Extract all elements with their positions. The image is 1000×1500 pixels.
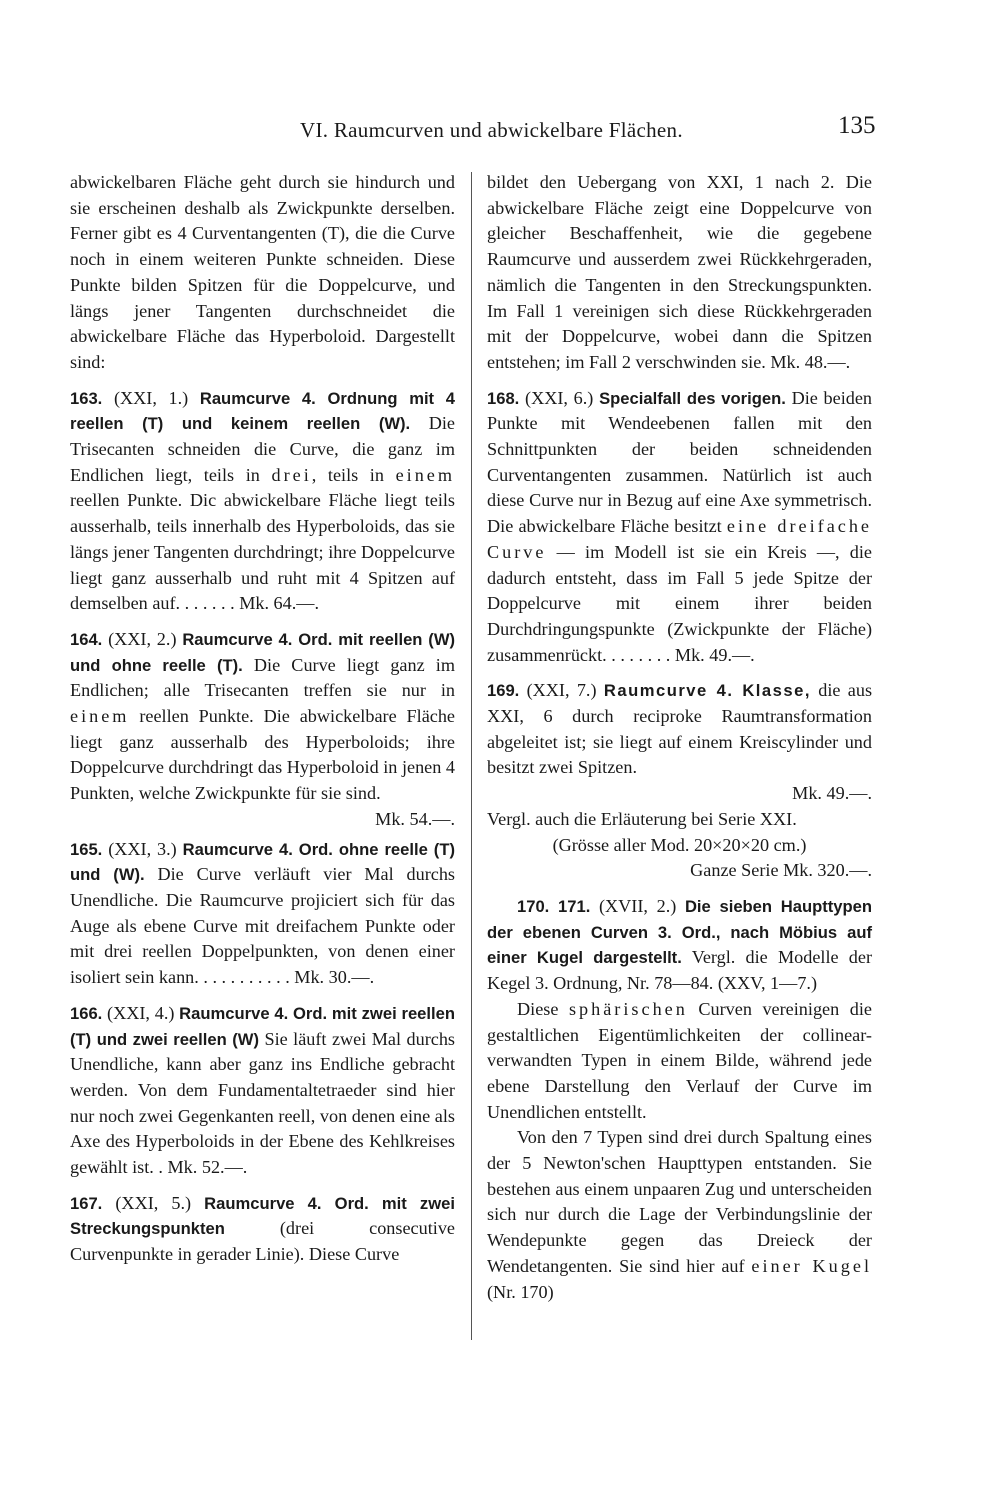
size-note: (Grösse aller Mod. 20×20×20 cm.) — [552, 834, 807, 855]
left-column — [70, 170, 455, 1268]
entry-number: 166. — [70, 1003, 103, 1023]
intro-paragraph: abwickelbaren Fläche geht durch sie hindurch und sie erscheinen deshalb als Zwickpunkte derselben. Ferner gibt es 4 Curventangenten (T), die die Curve noch in einem weiteren Punkte schneiden. Diese Punkte bilden Spitzen für die Doppelcurve, und längs jener Tangenten durchschneidet die abwickelbare Fläche das Hyperboloid. Dargestellt sind: — [70, 172, 455, 372]
serie-price: Ganze Serie Mk. 320.—. — [690, 860, 872, 881]
entry-168 — [487, 386, 872, 669]
entry-ref: (XXI, 4.) — [107, 1002, 175, 1023]
entry-text: Vergl. die Modelle der Kegel 3. Ordnung, Nr. 78—84. (XXV, 1—7.) — [487, 947, 872, 994]
entry-text: Die Trisecanten schneiden die Curve, die ganz im Endlichen liegt, teils in — [70, 413, 455, 485]
entry-167 — [70, 1191, 455, 1268]
price: Mk. 49.—. — [792, 783, 872, 804]
entry-title: Raumcurve 4. Ord. mit zwei Streckungspunkten — [70, 1193, 455, 1239]
entry-text: Von den 7 Typen sind drei durch Spaltung eines der 5 Newton'schen Haupttypen entstanden. Sie bestehen aus einem unpaaren Zug und unterscheiden sich nur durch die Lage der Verbindungslinie der Wendepunkte gegen das Dreieck der Wendetangenten. Sie sind hier auf — [487, 1127, 872, 1276]
entry-170-171 — [487, 894, 872, 997]
right-column — [487, 170, 872, 1305]
entry-164 — [70, 627, 455, 807]
entry-title: Raumcurve 4. Ordnung mit 4 reellen (T) und keinem reellen (W). — [70, 388, 456, 434]
entry-title: Raumcurve 4. Ord. ohne reelle (T) und (W). — [70, 839, 455, 885]
entry-text: Die Curve verläuft vier Mal durchs Unendliche. Die Raumcurve projiciert sich für das Auge als ebene Curve mit dreifachem Punkte oder mit drei reellen Doppelpunkten, von denen einer isoliert sein kann. . . . . . . . . . . Mk. 30.—. — [70, 864, 456, 988]
entry-text: Curven vereinigen die gestaltlichen Eigentümlichkeiten der collinear-verwandten Typen in einem Bilde, während jede ebene Darstellung den Verlauf der Curve im Unendlichen entstellt. — [487, 998, 872, 1122]
entry-ref: (XXI, 3.) — [108, 838, 177, 859]
entry-ref: (XXI, 1.) — [113, 387, 189, 408]
entry-text: reellen Punkte. Dic abwickelbare Fläche liegt teils ausserhalb, teils innerhalb des Hyperboloids, das sie längs jener Tangenten durchdringt; ihre Doppelcurve liegt ganz ausserhalb und ruht mit 4 Spitzen auf demselben auf. . . . . . . Mk. 64.—. — [70, 490, 455, 614]
entry-number: 165. — [70, 839, 103, 859]
spaced-word: einer Kugel — [751, 1255, 872, 1276]
entry-number: 169. — [487, 681, 520, 701]
entry-text: die aus XXI, 6 durch reciproke Raumtransformation abgeleitet ist; sie liegt auf einem Kreiscylinder und besitzt zwei Spitzen. — [487, 680, 873, 778]
entry-ref: (XXI, 7.) — [526, 680, 597, 701]
entry-text: Sie läuft zwei Mal durchs Unendliche, kann aber ganz ins Endliche gebracht werden. Von dem Fundamentaltetraeder sind hier nur noch zwei Gegenkanten reell, von denen eine als Axe des Hyperboloids in der Ebene des Kehlkreises gewählt ist. . Mk. 52.—. — [70, 1028, 456, 1178]
entry-170-paragraph-2 — [487, 997, 872, 1126]
entry-number: 170. 171. — [517, 896, 591, 916]
entry-text: (drei consecutive Curvenpunkte in gerader Linie). Diese Curve — [70, 1218, 455, 1265]
spaced-word: eine dreifache Curve — [487, 516, 873, 562]
serie-note: Vergl. auch die Erläuterung bei Serie XXI. — [487, 808, 797, 829]
spaced-word: drei — [271, 464, 312, 485]
entry-number: 168. — [487, 388, 520, 408]
entry-number: 167. — [70, 1193, 103, 1213]
entry-ref: (XXI, 6.) — [525, 387, 594, 408]
entry-ref: (XXI, 5.) — [115, 1192, 192, 1213]
entry-163 — [70, 386, 455, 617]
entry-title: Raumcurve 4. Ord. mit reellen (W) und ohne reelle (T). — [70, 629, 456, 675]
entry-text: (Nr. 170) — [487, 1281, 554, 1302]
entry-text: Die beiden Punkte mit Wendeebenen fallen mit den Schnittpunkten der beiden schneidenden Curventangenten zusammen. Natürlich ist auch diese Curve nur in Bezug auf eine Axe symmetrisch. Die abwickelbare Fläche besitzt — [487, 387, 873, 537]
page-number: 135 — [838, 112, 876, 139]
entry-169 — [487, 678, 872, 781]
running-head: VI. Raumcurven und abwickelbare Flächen. — [300, 118, 683, 142]
entry-170-paragraph-3 — [487, 1125, 872, 1305]
spaced-word: einem — [70, 706, 130, 727]
entry-title: Die sieben Haupttypen der ebenen Curven 3. Ord., nach Möbius auf einer Kugel dargestellt. — [487, 896, 873, 968]
entry-number: 163. — [70, 388, 103, 408]
column-divider — [471, 172, 472, 1340]
entry-title: Raumcurve 4. Klasse, — [603, 681, 811, 701]
price: Mk. 54.—. — [375, 808, 455, 829]
entry-number: 164. — [70, 629, 103, 649]
entry-166 — [70, 1001, 455, 1181]
entry-165 — [70, 837, 455, 991]
entry-ref: (XXI, 2.) — [108, 628, 177, 649]
entry-text: Die Curve liegt ganz im Endlichen; alle Trisecanten treffen sie nur in — [70, 654, 455, 701]
entry-title: Raumcurve 4. Ord. mit zwei reellen (T) und zwei reellen (W) — [70, 1003, 455, 1049]
spaced-word: einem — [395, 464, 456, 485]
entry-text: — im Modell ist sie ein Kreis —, die dadurch entsteht, dass im Fall 5 jede Spitze der Doppelcurve mit einem ihrer beiden Durchdringungspunkte (Zwickpunkte der Fläche) zusammenrückt. . . . . . . . Mk. 49.—. — [487, 541, 872, 665]
entry-text: Diese — [517, 998, 559, 1019]
continuation-paragraph: bildet den Uebergang von XXI, 1 nach 2. Die abwickelbare Fläche zeigt eine Doppelcurve von gleicher Beschaffenheit, wie die gegebene Raumcurve und ausserdem zwei Rückkehrgeraden, nämlich die Tangenten in den Streckungspunkten. Im Fall 1 vereinigen sich diese Rückkehrgeraden mit der Doppelcurve, wobei dann die Spitzen entstehen; im Fall 2 verschwinden sie. Mk. 48.—. — [487, 172, 872, 372]
spaced-word: sphärischen — [568, 998, 688, 1019]
entry-ref: (XVII, 2.) — [598, 895, 677, 916]
entry-title: Specialfall des vorigen. — [599, 388, 786, 408]
entry-text: reellen Punkte. Die abwickelbare Fläche liegt ganz ausserhalb des Hyperboloids; ihre Doppelcurve durchdringt das Hyperboloid in jenen 4 Punkten, welche Zwickpunkte für sie sind. — [70, 706, 456, 804]
entry-text: , teils in — [311, 464, 384, 485]
